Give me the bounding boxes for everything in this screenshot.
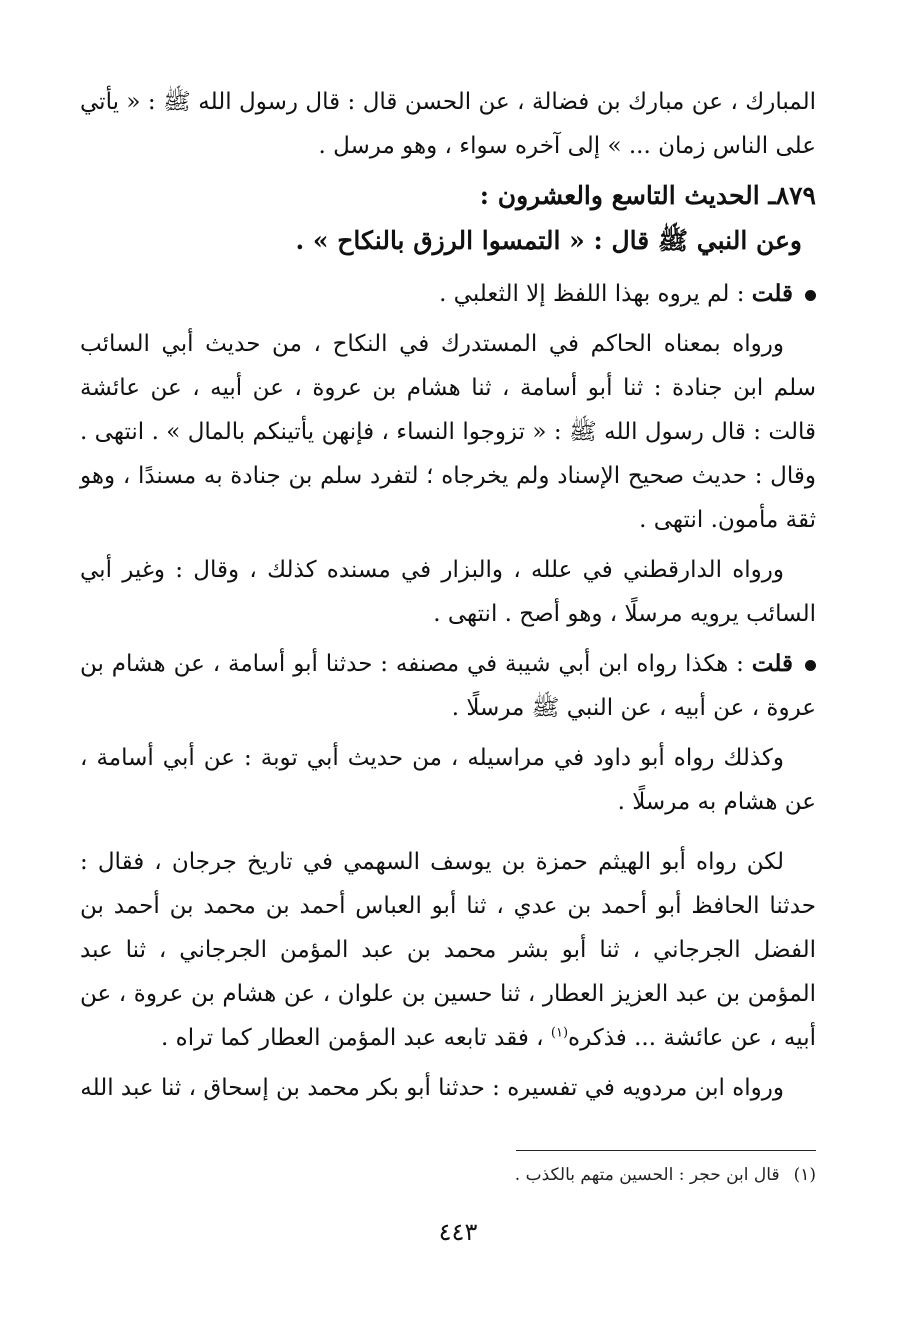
footnote-divider xyxy=(516,1150,816,1151)
footnote xyxy=(80,1162,816,1188)
qult-text: : لم يروه بهذا اللفظ إلا الثعلبي . xyxy=(439,281,745,307)
qult-label: قلت xyxy=(751,280,793,307)
page-body xyxy=(80,80,816,1110)
hadith-heading: ٨٧٩ـ الحديث التاسع والعشرون : xyxy=(479,181,816,210)
qult-text: : هكذا رواه ابن أبي شيبة في مصنفه : حدثنا أبو أسامة ، عن هشام بن عروة ، عن أبيه ، عن النبي ﷺ مرسلًا . xyxy=(80,651,816,721)
paragraph-hakim: ورواه بمعناه الحاكم في المستدرك في النكاح ، من حديث أبي السائب سلم ابن جنادة : ثنا أبو أسامة ، ثنا هشام بن عروة ، عن أبيه ، عن عائشة قالت : قال رسول الله ﷺ : « تزوجوا النساء ، فإنهن يأتينكم بالمال » . انتهى . وقال : حديث صحيح الإسناد ولم يخرجاه ؛ لتفرد سلم بن جنادة به مسندًا ، وهو ثقة مأمون. انتهى . xyxy=(80,331,816,533)
page-number: ٤٤٣ xyxy=(438,1218,478,1246)
paragraph-ibn-mardawayh: ورواه ابن مردويه في تفسيره : حدثنا أبو بكر محمد بن إسحاق ، ثنا عبد الله xyxy=(80,1075,784,1101)
paragraph-abu-dawud: وكذلك رواه أبو داود في مراسيله ، من حديث أبي توبة : عن أبي أسامة ، عن هشام به مرسلًا . xyxy=(80,745,816,815)
qult-paragraph-1 xyxy=(80,272,816,316)
footnote-text: قال ابن حجر : الحسين متهم بالكذب . xyxy=(514,1165,780,1185)
paragraph-jurjan-text: لكن رواه أبو الهيثم حمزة بن يوسف السهمي في تاريخ جرجان ، فقال : حدثنا الحافظ أبو أحمد بن عدي ، ثنا أبو العباس أحمد بن محمد بن أحمد بن الفضل الجرجاني ، ثنا أبو بشر محمد بن عبد المؤمن الجرجاني ، ثنا عبد المؤمن بن عبد العزيز العطار ، ثنا حسين بن علوان ، عن هشام بن عروة ، عن أبيه ، عن عائشة ... فذكره xyxy=(80,849,816,1051)
paragraph-jurjan-text-end: ، فقد تابعه عبد المؤمن العطار كما تراه . xyxy=(161,1025,551,1051)
bullet-icon xyxy=(805,660,816,671)
hadith-text: وعن النبي ﷺ قال : « التمسوا الرزق بالنكاح » . xyxy=(295,226,802,255)
footnote-number: (١) xyxy=(793,1165,816,1185)
paragraph-jurjan xyxy=(80,840,816,1060)
paragraph-daraqutni: ورواه الدارقطني في علله ، والبزار في مسنده كذلك ، وقال : وغير أبي السائب يرويه مرسلًا ، وهو أصح . انتهى . xyxy=(80,557,816,627)
footnote-marker[interactable]: (١) xyxy=(550,1025,569,1041)
qult-paragraph-2 xyxy=(80,642,816,730)
qult-label: قلت xyxy=(751,650,793,677)
paragraph-continuation: المبارك ، عن مبارك بن فضالة ، عن الحسن قال : قال رسول الله ﷺ : « يأتي على الناس زمان ... » إلى آخره سواء ، وهو مرسل . xyxy=(80,89,816,159)
bullet-icon xyxy=(805,290,816,301)
